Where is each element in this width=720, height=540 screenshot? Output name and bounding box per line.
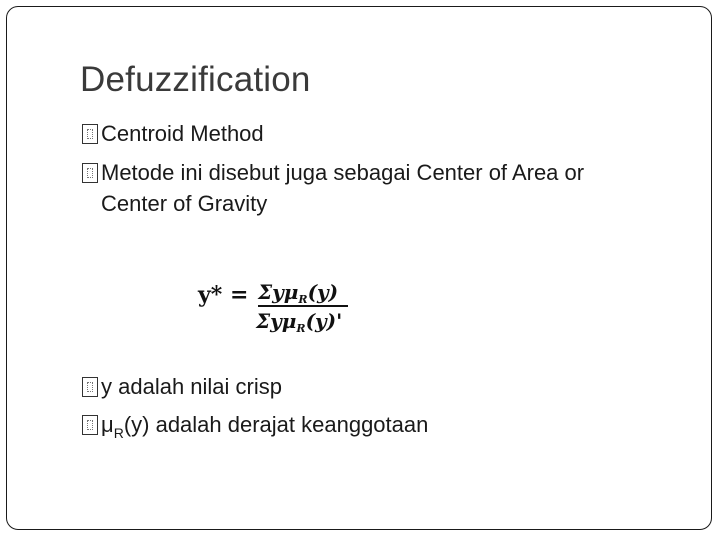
formula-numerator: Σyμ$_R$(y) — [258, 280, 339, 306]
bullet-text-line1: Metode ini disebut juga sebagai Center of Area or — [101, 160, 585, 185]
square-bullet-icon — [82, 415, 98, 435]
bullet-centroid-method — [82, 118, 264, 149]
square-bullet-icon — [82, 163, 98, 183]
square-bullet-icon — [82, 377, 98, 397]
bullet-y-crisp — [82, 371, 282, 402]
bullet-center-of-area — [82, 157, 584, 219]
formula-lhs: y* = — [198, 282, 249, 308]
square-bullet-icon — [82, 124, 98, 144]
centroid-formula — [196, 278, 366, 342]
bullet-text: (y) adalah derajat keanggotaan — [123, 412, 429, 437]
bullet-text-line2: Center of Gravity — [101, 191, 268, 216]
slide-title: Defuzzification — [80, 60, 311, 99]
mu-subscript: R — [113, 425, 124, 441]
formula-denominator: Σyμ$_R$(y)' — [256, 309, 343, 335]
bullet-membership-degree — [82, 409, 428, 449]
bullet-text: y adalah nilai crisp — [101, 374, 282, 399]
bullet-text: Centroid Method — [101, 121, 264, 146]
mu-symbol: μ — [101, 412, 114, 437]
